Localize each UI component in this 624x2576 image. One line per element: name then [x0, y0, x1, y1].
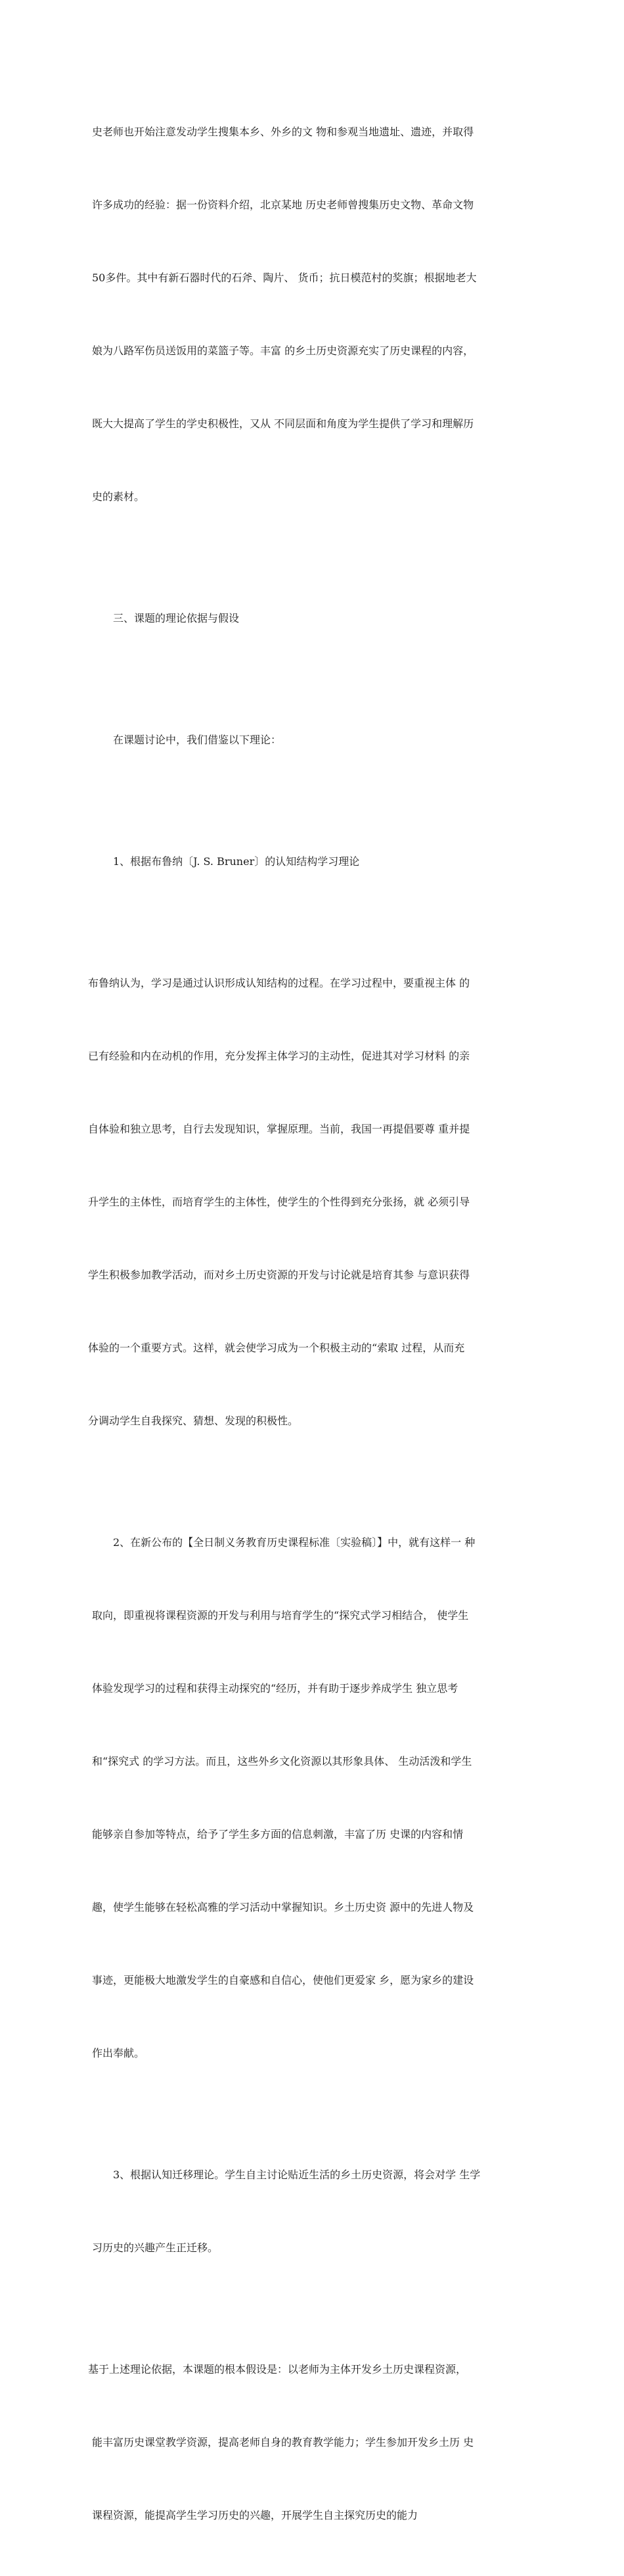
text-line: 已有经验和内在动机的作用，充分发挥主体学习的主动性，促进其对学习材料 的亲	[88, 1050, 470, 1062]
text-line: 自体验和独立思考，自行去发现知识，掌握原理。当前，我国一再提倡要尊 重并提	[88, 1123, 470, 1135]
text-line: 布鲁纳认为，学习是通过认识形成认知结构的过程。在学习过程中，要重视主体 的	[88, 977, 470, 989]
text-line: 3、根据认知迁移理论。学生自主讨论贴近生活的乡土历史资源，将会对学 生学	[113, 2168, 481, 2181]
text-line: 趣，使学生能够在轻松高雅的学习活动中掌握知识。乡土历史资 源中的先进人物及	[92, 1901, 474, 1913]
text-line: 作出奉献。	[92, 2047, 145, 2059]
item-1-title	[92, 801, 539, 922]
paragraph-lead-in	[92, 679, 539, 801]
text-line: 1、根据布鲁纳〔J. S. Bruner〕的认知结构学习理论	[113, 855, 360, 868]
paragraph-intro	[92, 71, 539, 557]
section-heading	[92, 557, 539, 679]
paragraph-item-2	[92, 1482, 539, 2114]
text-line: 三、课题的理论依据与假设	[113, 612, 240, 624]
document-body	[88, 71, 539, 2576]
text-line: 娘为八路军伤员送饭用的菜篮子等。丰富 的乡土历史资源充实了历史课程的内容，	[92, 344, 474, 357]
text-line: 能够亲自参加等特点，给予了学生多方面的信息刺激，丰富了历 史课的内容和情	[92, 1828, 464, 1840]
text-line: 体验发现学习的过程和获得主动探究的“经历，并有助于逐步养成学生 独立思考	[92, 1682, 458, 1695]
text-line: 2、在新公布的【全日制义务教育历史课程标准〔实验稿〕】中，就有这样一 种	[113, 1536, 476, 1549]
text-line: 习历史的兴趣产生正迁移。	[92, 2241, 219, 2254]
paragraph-item-3	[92, 2114, 539, 2308]
text-line: 能丰富历史课堂教学资源，提高老师自身的教育教学能力；学生参加开发乡土历 史	[92, 2436, 474, 2448]
text-line: 在课题讨论中，我们借鉴以下理论：	[113, 734, 282, 746]
text-line: 和“探究式 的学习方法。而且，这些外乡文化资源以其形象具体、 生动活泼和学生	[92, 1755, 472, 1768]
text-line: 50多件。其中有新石器时代的石斧、陶片、 货币；抗日模范村的奖旗；根据地老大	[92, 271, 477, 284]
text-line: 基于上述理论依据，本课题的根本假设是：以老师为主体开发乡土历史课程资源，	[88, 2363, 467, 2376]
text-line: 学生积极参加教学活动，而对乡土历史资源的开发与讨论就是培育其参 与意识获得	[88, 1269, 470, 1281]
text-line: 史老师也开始注意发动学生搜集本乡、外乡的文 物和参观当地遗址、遗迹，并取得	[92, 126, 474, 138]
text-line: 史的素材。	[92, 490, 145, 503]
text-line: 课程资源，能提高学生学习历史的兴趣，开展学生自主探究历史的能力	[92, 2509, 418, 2521]
text-line: 既大大提高了学生的学史积极性，又从 不同层面和角度为学生提供了学习和理解历	[92, 417, 474, 430]
text-line: 许多成功的经验：据一份资料介绍，北京某地 历史老师曾搜集历史文物、革命文物	[92, 199, 474, 211]
paragraph-hypothesis	[88, 2308, 539, 2576]
paragraph-item-1-body	[88, 922, 539, 1482]
text-line: 升学生的主体性，而培育学生的主体性，使学生的个性得到充分张扬，就 必须引导	[88, 1196, 470, 1208]
text-line: 分调动学生自我探究、猜想、发现的积极性。	[88, 1415, 299, 1427]
text-line: 事迹，更能极大地激发学生的自豪感和自信心，使他们更爱家 乡，愿为家乡的建设	[92, 1974, 474, 1986]
text-line: 取向，即重视将课程资源的开发与利用与培育学生的“探究式学习相结合， 使学生	[92, 1609, 469, 1622]
text-line: 体验的一个重要方式。这样，就会使学习成为一个积极主动的“索取 过程，从而充	[88, 1342, 465, 1354]
